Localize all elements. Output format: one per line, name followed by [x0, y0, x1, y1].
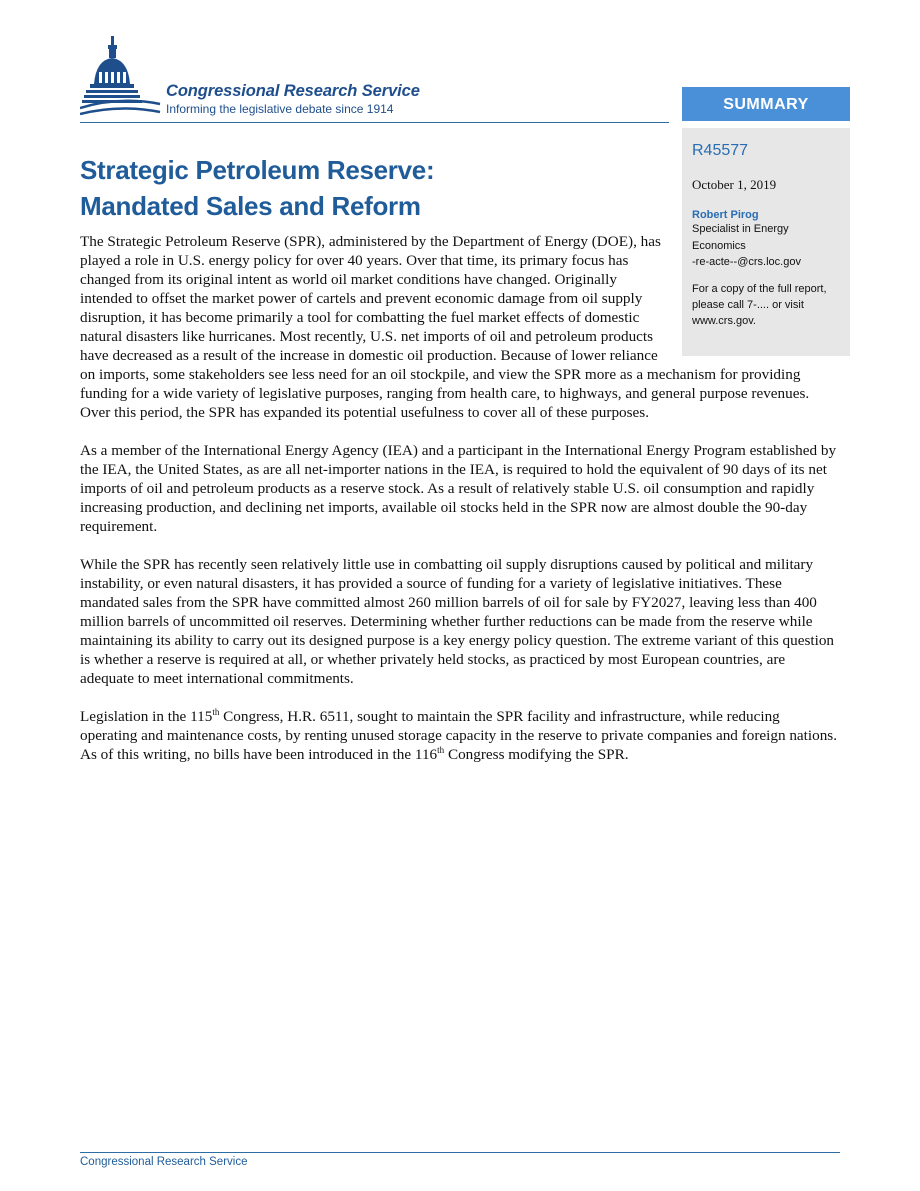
footer-text: Congressional Research Service: [80, 1156, 248, 1168]
text-run: Congress modifying the SPR.: [444, 746, 629, 763]
report-title: [80, 152, 434, 224]
author-email[interactable]: -re-acte--@crs.loc.gov: [692, 256, 801, 268]
footer-divider: [80, 1152, 840, 1153]
author-title-line: Economics: [692, 239, 746, 252]
crs-logo: [80, 34, 480, 124]
crs-website-link[interactable]: www.crs.gov.: [692, 314, 756, 327]
author-name: Robert Pirog: [692, 209, 759, 221]
paragraph: The Strategic Petroleum Reserve (SPR), administered by the Department of Energy (DOE), has played a role in U.S. energy policy for over 40 years. Over that time, its primary focus has changed from its original intent as world oil market conditions have changed. Originally intended to offset the market power of cartels and prevent economic damage from oil supply disruption, it has become primarily a tool for combatting the fuel market effects of domestic natural disasters like hurricanes. Most recently, U.S. net imports of oil and petroleum products have decreased as a result of the increase in domestic oil production. Because of lower reliance on imports, some stakeholders see less need for an oil stockpile, and view the SPR more as a mechanism for providing funding for a wide variety of legislative purposes, ranging from health care, to highways, and general purpose revenues. Over this period, the SPR has expanded its potential usefulness to cover all of these purposes.: [80, 233, 810, 421]
capitol-dome-icon: [80, 34, 162, 122]
author-title-line: Specialist in Energy: [692, 223, 789, 235]
superscript: th: [437, 745, 445, 755]
summary-body: [80, 232, 840, 783]
summary-heading: SUMMARY: [682, 87, 850, 121]
header-divider: [80, 122, 669, 123]
paragraph: While the SPR has recently seen relatively little use in combatting oil supply disruptions caused by political and military instability, or even natural disasters, it has provided a source of funding for a variety of legislative initiatives. These mandated sales from the SPR have committed almost 260 million barrels of oil for sale by FY2027, leaving less than 400 million barrels of uncommitted oil reserves. Determining whether further reductions can be made from the reserve while maintaining its ability to carry out its designed purpose is a key energy policy question. The extreme variant of this question is whether a reserve is required at all, or whether privately held stocks, as practiced by most European countries, are adequate to meet international commitments.: [80, 556, 835, 687]
sidebar-spacer: [665, 232, 840, 350]
superscript: th: [212, 707, 220, 717]
text-run: Congress, H.R. 6511, sought to maintain the SPR facility and infrastructure, while reducing operating and maintenance costs, by renting unused storage capacity in the reserve to private companies and foreign nations. As of this writing, no bills have been introduced in the 116: [80, 708, 838, 763]
text-run: Legislation in the 115: [80, 708, 213, 725]
copy-note-line: For a copy of the full report,: [692, 282, 827, 295]
paragraph: [80, 707, 840, 764]
title-line: Mandated Sales and Reform: [80, 191, 421, 221]
paragraph: As a member of the International Energy Agency (IEA) and a participant in the International Energy Program established by the IEA, the United States, as are all net-importer nations in the IEA, is required to hold the equivalent of 90 days of its net imports of oil and petroleum products as a reserve stock. As a result of relatively stable U.S. oil consumption and rapidly increasing production, and declining net imports, available oil stocks held in the SPR now are almost double the 90-day requirement.: [80, 442, 837, 535]
report-number: R45577: [692, 142, 749, 159]
org-tagline: Informing the legislative debate since 1914: [166, 102, 394, 116]
org-name: Congressional Research Service: [166, 82, 420, 100]
title-line: Strategic Petroleum Reserve:: [80, 155, 435, 185]
report-date: October 1, 2019: [692, 177, 777, 192]
copy-note-line: please call 7-.... or visit: [692, 298, 804, 311]
